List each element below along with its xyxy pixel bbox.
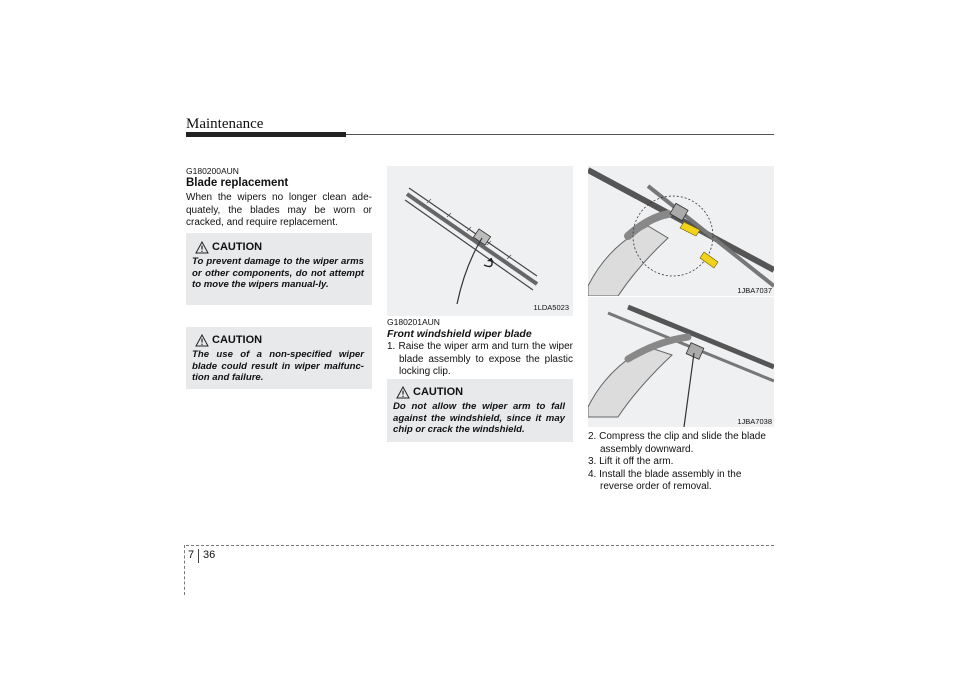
steps-list	[588, 431, 774, 494]
figure-label: 1LDA5023	[533, 303, 569, 312]
caution-body: Do not allow the wiper arm to fall against the windshield, since it may chip or crack the windshield.	[393, 401, 565, 435]
chapter-number: 7	[188, 549, 195, 561]
caution-body: The use of a non-specified wiper blade could result in wiper malfunc-tion and failure.	[192, 349, 364, 383]
caution-box-2	[186, 327, 372, 389]
section-code: G180200AUN	[186, 166, 239, 176]
figure-label: 1JBA7038	[737, 417, 772, 426]
figure-compress-clip	[588, 166, 774, 296]
footer-separator	[198, 549, 199, 563]
figure-label: 1JBA7037	[737, 286, 772, 295]
figure-lift-blade	[588, 297, 774, 427]
subsection-title: Front windshield wiper blade	[387, 328, 532, 340]
warning-icon	[396, 386, 410, 399]
header-rule-thick	[186, 132, 346, 137]
caution-box-1	[186, 233, 372, 305]
caution-body: To prevent damage to the wiper arms or other components, do not attempt to move the wipers manual-ly.	[192, 256, 364, 290]
warning-icon	[195, 334, 209, 347]
wiper-arm-illustration	[387, 166, 573, 316]
compress-clip-illustration	[588, 166, 774, 296]
step-4: 4. Install the blade assembly in the reverse order of removal.	[588, 468, 742, 492]
step-1: 1. Raise the wiper arm and turn the wiper blade assembly to expose the plastic locking clip.	[387, 341, 573, 377]
section-body: When the wipers no longer clean ade-quately, the blades may be worn or cracked, and require replacement.	[186, 192, 372, 228]
section-title: Blade replacement	[186, 177, 289, 189]
subsection-code: G180201AUN	[387, 317, 440, 327]
warning-icon	[195, 241, 209, 254]
step-1-container	[387, 341, 573, 379]
caution-title: CAUTION	[212, 334, 263, 346]
caution-title: CAUTION	[212, 241, 263, 253]
step-2: 2. Compress the clip and slide the blade assembly downward.	[588, 431, 766, 455]
lift-blade-illustration	[588, 297, 774, 427]
page-number: 36	[203, 549, 216, 561]
figure-wiper-arm	[387, 166, 573, 316]
header-rule-thin	[346, 134, 774, 135]
footer-rule	[186, 545, 774, 546]
footer-vertical-rule	[184, 545, 185, 595]
step-3: 3. Lift it off the arm.	[588, 456, 674, 467]
caution-box-3	[387, 379, 573, 442]
caution-title: CAUTION	[413, 386, 464, 398]
page-header-title: Maintenance	[186, 116, 264, 132]
